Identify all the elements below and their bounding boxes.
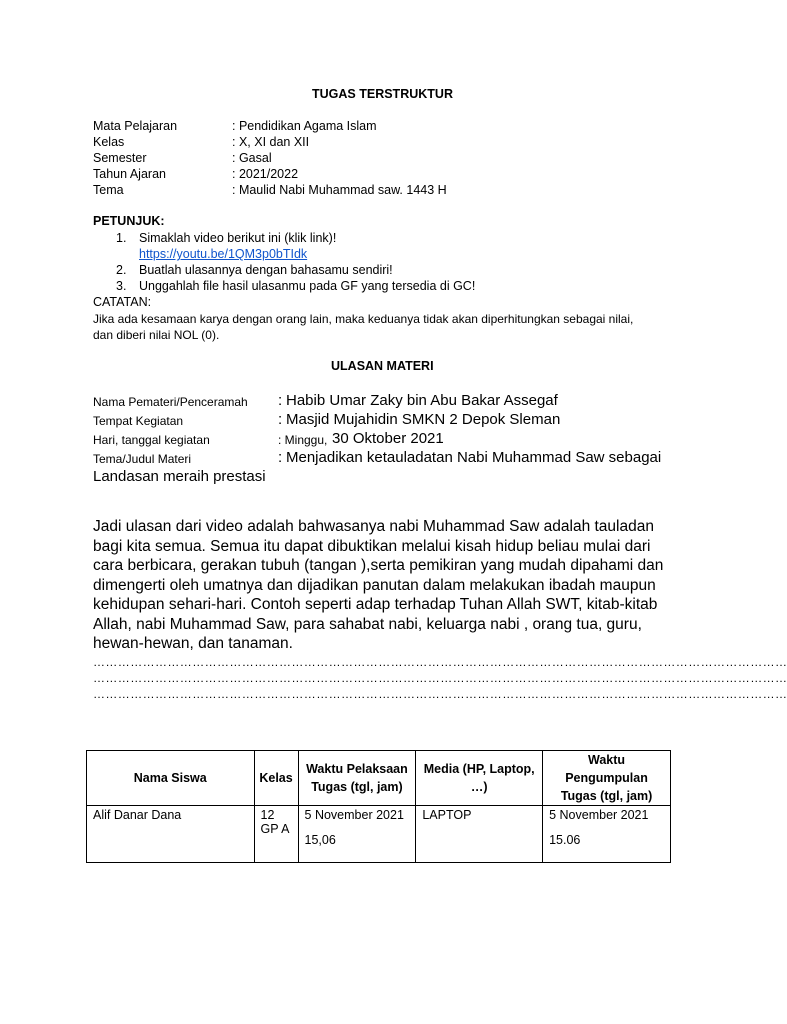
ulasan-heading: ULASAN MATERI	[331, 359, 434, 373]
cell-pelaksanaan-tgl: 5 November 2021	[304, 808, 404, 822]
field-value-pemateri: Habib Umar Zaky bin Abu Bakar Assegaf	[286, 392, 558, 409]
field-colon-tempat: :	[278, 411, 283, 428]
cell-nama: Alif Danar Dana	[87, 806, 255, 863]
field-value-tema: Menjadikan ketauladatan Nabi Muhammad Saw sebagai	[286, 449, 662, 466]
cell-media: LAPTOP	[416, 806, 543, 863]
field-label-tempat: Tempat Kegiatan	[93, 414, 184, 428]
th-nama-siswa: Nama Siswa	[87, 751, 255, 806]
table-header-row	[87, 751, 671, 806]
info-label-tema: Tema	[93, 183, 124, 197]
field-value-hari: 30 Oktober 2021	[332, 430, 444, 447]
info-value-tema: : Maulid Nabi Muhammad saw. 1443 H	[232, 183, 447, 197]
petunjuk-item-1: Simaklah video berikut ini (klik link)!	[139, 231, 337, 245]
field-colon-tema: :	[278, 449, 283, 466]
info-label-tahun: Tahun Ajaran	[93, 167, 166, 181]
petunjuk-num-3: 3.	[116, 279, 127, 293]
th-media: Media (HP, Laptop, …)	[416, 751, 543, 806]
field-value-tempat: Masjid Mujahidin SMKN 2 Depok Sleman	[286, 411, 561, 428]
catatan-heading: CATATAN:	[93, 295, 152, 309]
cell-kelas: 12 GP A	[254, 806, 298, 863]
cell-pelaksanaan	[298, 806, 416, 863]
submission-table	[86, 750, 671, 863]
table-row	[87, 806, 671, 863]
petunjuk-item-3: Unggahlah file hasil ulasanmu pada GF yang tersedia di GC!	[139, 279, 476, 293]
dotted-line-1: ……………………………………………………………………………………………………………………………………………………	[93, 655, 787, 669]
petunjuk-num-2: 2.	[116, 263, 127, 277]
info-value-mapel: : Pendidikan Agama Islam	[232, 119, 377, 133]
video-link[interactable]: https://youtu.be/1QM3p0bTIdk	[139, 247, 308, 261]
th-waktu-pengumpulan: Waktu Pengumpulan Tugas (tgl, jam)	[543, 751, 671, 806]
info-value-kelas: : X, XI dan XII	[232, 135, 310, 149]
field-value-tema-cont: Landasan meraih prestasi	[93, 468, 266, 485]
info-value-semester: : Gasal	[232, 151, 272, 165]
dotted-line-2: ……………………………………………………………………………………………………………………………………………………	[93, 671, 787, 685]
catatan-line-2: dan diberi nilai NOL (0).	[93, 328, 220, 342]
info-value-tahun: : 2021/2022	[232, 167, 299, 181]
field-label-hari: Hari, tanggal kegiatan	[93, 433, 210, 447]
field-colon-pemateri: :	[278, 392, 283, 409]
cell-pengumpulan-jam: 15.06	[549, 833, 581, 847]
dotted-line-3: ……………………………………………………………………………………………………………………………………………………	[93, 687, 787, 701]
field-colon-hari: : Minggu,	[278, 433, 328, 447]
field-label-tema: Tema/Judul Materi	[93, 452, 192, 466]
field-label-pemateri: Nama Pemateri/Penceramah	[93, 395, 248, 409]
th-waktu-pelaksanaan: Waktu Pelaksaan Tugas (tgl, jam)	[298, 751, 416, 806]
cell-pengumpulan	[543, 806, 671, 863]
info-label-semester: Semester	[93, 151, 147, 165]
petunjuk-item-2: Buatlah ulasannya dengan bahasamu sendiri!	[139, 263, 393, 277]
cell-pengumpulan-tgl: 5 November 2021	[549, 808, 649, 822]
catatan-line-1: Jika ada kesamaan karya dengan orang lain, maka keduanya tidak akan diperhitungkan sebagai nilai,	[93, 312, 634, 326]
ulasan-paragraph: Jadi ulasan dari video adalah bahwasanya nabi Muhammad Saw adalah tauladan bagi kita semua. Semua itu dapat dibuktikan melalui kisah hidup beliau mulai dari cara berbicara, gerakan tubuh (tangan ),serta pemikiran yang mudah dipahami dan dimengerti oleh umatnya dan dijadikan panutan dalam melakukan ibadah maupun kehidupan sehari-hari. Contoh seperti adap terhadap Tuhan Allah SWT, kitab-kitab Allah, nabi Muhammad Saw, para sahabat nabi, keluarga nabi , orang tua, guru, hewan-hewan, dan tanaman.	[93, 518, 664, 652]
petunjuk-num-1: 1.	[116, 231, 127, 245]
th-kelas: Kelas	[254, 751, 298, 806]
petunjuk-heading: PETUNJUK:	[93, 214, 165, 228]
page-title: TUGAS TERSTRUKTUR	[312, 87, 453, 101]
info-label-kelas: Kelas	[93, 135, 125, 149]
cell-pelaksanaan-jam: 15,06	[304, 833, 336, 847]
info-label-mapel: Mata Pelajaran	[93, 119, 178, 133]
